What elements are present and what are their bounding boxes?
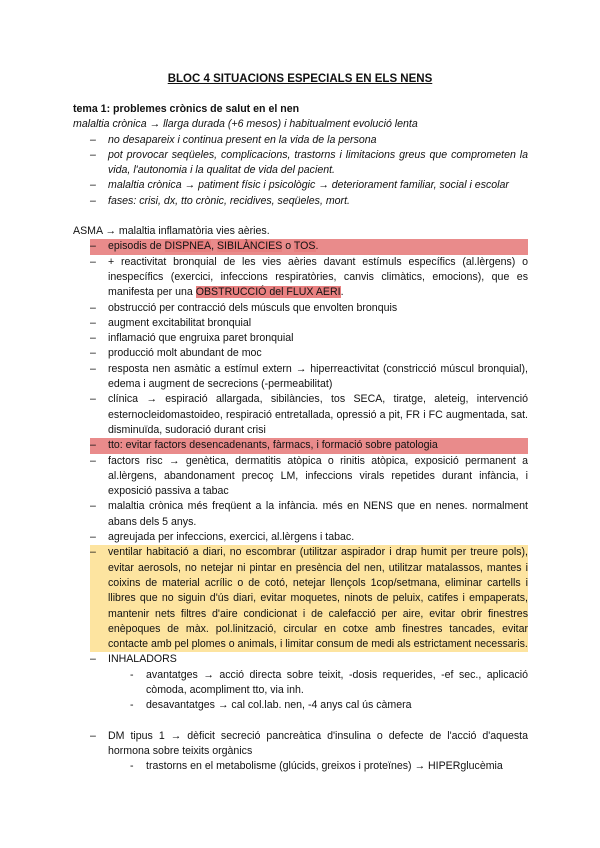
list-item-reactivitat <box>90 255 528 301</box>
document-title: BLOC 4 SITUACIONS ESPECIALS EN ELS NENS <box>167 73 433 85</box>
sibilancies-highlight: SIBILÀNCIES <box>216 240 283 253</box>
episodis-prefix: episodis de <box>108 240 165 253</box>
episodis-end: . <box>315 240 319 253</box>
dispnea-highlight: DISPNEA <box>164 240 212 253</box>
list-item-tto: – tto: evitar factors desencadenants, fàrmacs, i formació sobre patologia <box>90 438 528 453</box>
tos-highlight: TOS <box>293 240 316 253</box>
list-item: – factors risc → genètica, dermatitis atòpica o rinitis atòpica, exposició permanent a al.lèrgens, abandonament precoç LM, infeccions virals repetides durant infància, i exposició passiva a tabac <box>90 454 528 500</box>
inhaladors-list <box>73 668 528 714</box>
document-body <box>73 102 528 774</box>
asma-heading: ASMA → malaltia inflamatòria vies aèries. <box>73 225 270 238</box>
tema1-intro: malaltia crònica → llarga durada (+6 mesos) i habitualment evolució lenta <box>73 118 418 131</box>
list-item: - avantatges → acció directa sobre teixit, -dosis requerides, -ef sec., aplicació còmoda, acompliment tto, via inh. <box>126 668 528 699</box>
obstruccio-highlight: OBSTRUCCIÓ del FLUX AERI <box>195 286 341 299</box>
episodis-sep: , <box>211 240 217 253</box>
dm-sublist <box>73 759 528 774</box>
episodis-o: o <box>282 240 294 253</box>
dm-list <box>73 729 528 760</box>
list-item: – pot provocar seqüeles, complicacions, trastorns i limitacions greus que comprometen la vida, l'autonomia i la qualitat de vida del pacient. <box>90 148 528 179</box>
list-item: – clínica → espiració allargada, sibilàncies, tos SECA, tiratge, aleteig, intervenció esternocleidomastoideo, respiració entretallada, opressió a pit, FR i FC augmentada, sat. disminuïda, sudoració durant crisi <box>90 392 528 438</box>
list-item-episodis <box>90 239 528 254</box>
reactivitat-end: . <box>340 286 344 299</box>
list-item: – producció molt abundant de moc <box>90 346 528 361</box>
list-item: – augment excitabilitat bronquial <box>90 316 528 331</box>
list-item-dm: – DM tipus 1 → dèficit secreció pancreàtica d'insulina o defecte de l'acció d'aquesta hormona sobre teixits orgànics <box>90 729 528 760</box>
tema1-heading: tema 1: problemes crònics de salut en el nen <box>73 103 300 115</box>
list-item: - desavantatges → cal col.lab. nen, -4 anys cal ús càmera <box>126 698 528 713</box>
asma-list <box>73 239 528 667</box>
list-item: – resposta nen asmàtic a estímul extern → hiperreactivitat (constricció múscul bronquial), edema i augment de secrecions (-permeabilitat) <box>90 362 528 393</box>
list-item: – inflamació que engruixa paret bronquial <box>90 331 528 346</box>
list-item: – no desapareix i continua present en la vida de la persona <box>90 133 528 148</box>
list-item-ventilar: – ventilar habitació a diari, no escombrar (utilitzar aspirador i drap humit per treure pols), evitar aerosols, no netejar ni pintar en presència del nen, utilitzar matalassos, mantes i coixins de material acrílic o de cotó, netejar llençols 1cop/setmana, eliminar cartells i llibres que no siguin d'ús diari, evitar moquetes, ninots de peluix, catifes i empaperats, mantenir nets filtres d'aire condicionat i de calefacció per aire, evitar obrir finestres enèpoques de màx. pol.linització, circular en cotxe amb finestres tancades, evitar contacte amb pel plomes o animals, i limitar consum de medi als estrictament necessaris. <box>90 545 528 652</box>
list-item-inhaladors: – INHALADORS <box>90 652 528 667</box>
list-item: – agreujada per infeccions, exercici, al.lèrgens i tabac. <box>90 530 528 545</box>
list-item: – obstrucció per contracció dels músculs que envolten bronquis <box>90 301 528 316</box>
list-item: - trastorns en el metabolisme (glúcids, greixos i proteïnes) → HIPERglucèmia <box>126 759 528 774</box>
tema1-list <box>73 133 528 209</box>
reactivitat-text: + reactivitat bronquial de les vies aèries davant estímuls específics (al.lèrgens) o inespecífics (exercici, infeccions respiratòries, canvis climàtics, emocions), que es manifesta per una <box>108 255 528 299</box>
list-item: – malaltia crònica més freqüent a la infància. més en NENS que en nenes. normalment abans dels 5 anys. <box>90 499 528 530</box>
list-item: – fases: crisi, dx, tto crònic, recidives, seqüeles, mort. <box>90 194 528 209</box>
list-item: – malaltia crònica → patiment físic i psicològic → deteriorament familiar, social i escolar <box>90 178 528 193</box>
